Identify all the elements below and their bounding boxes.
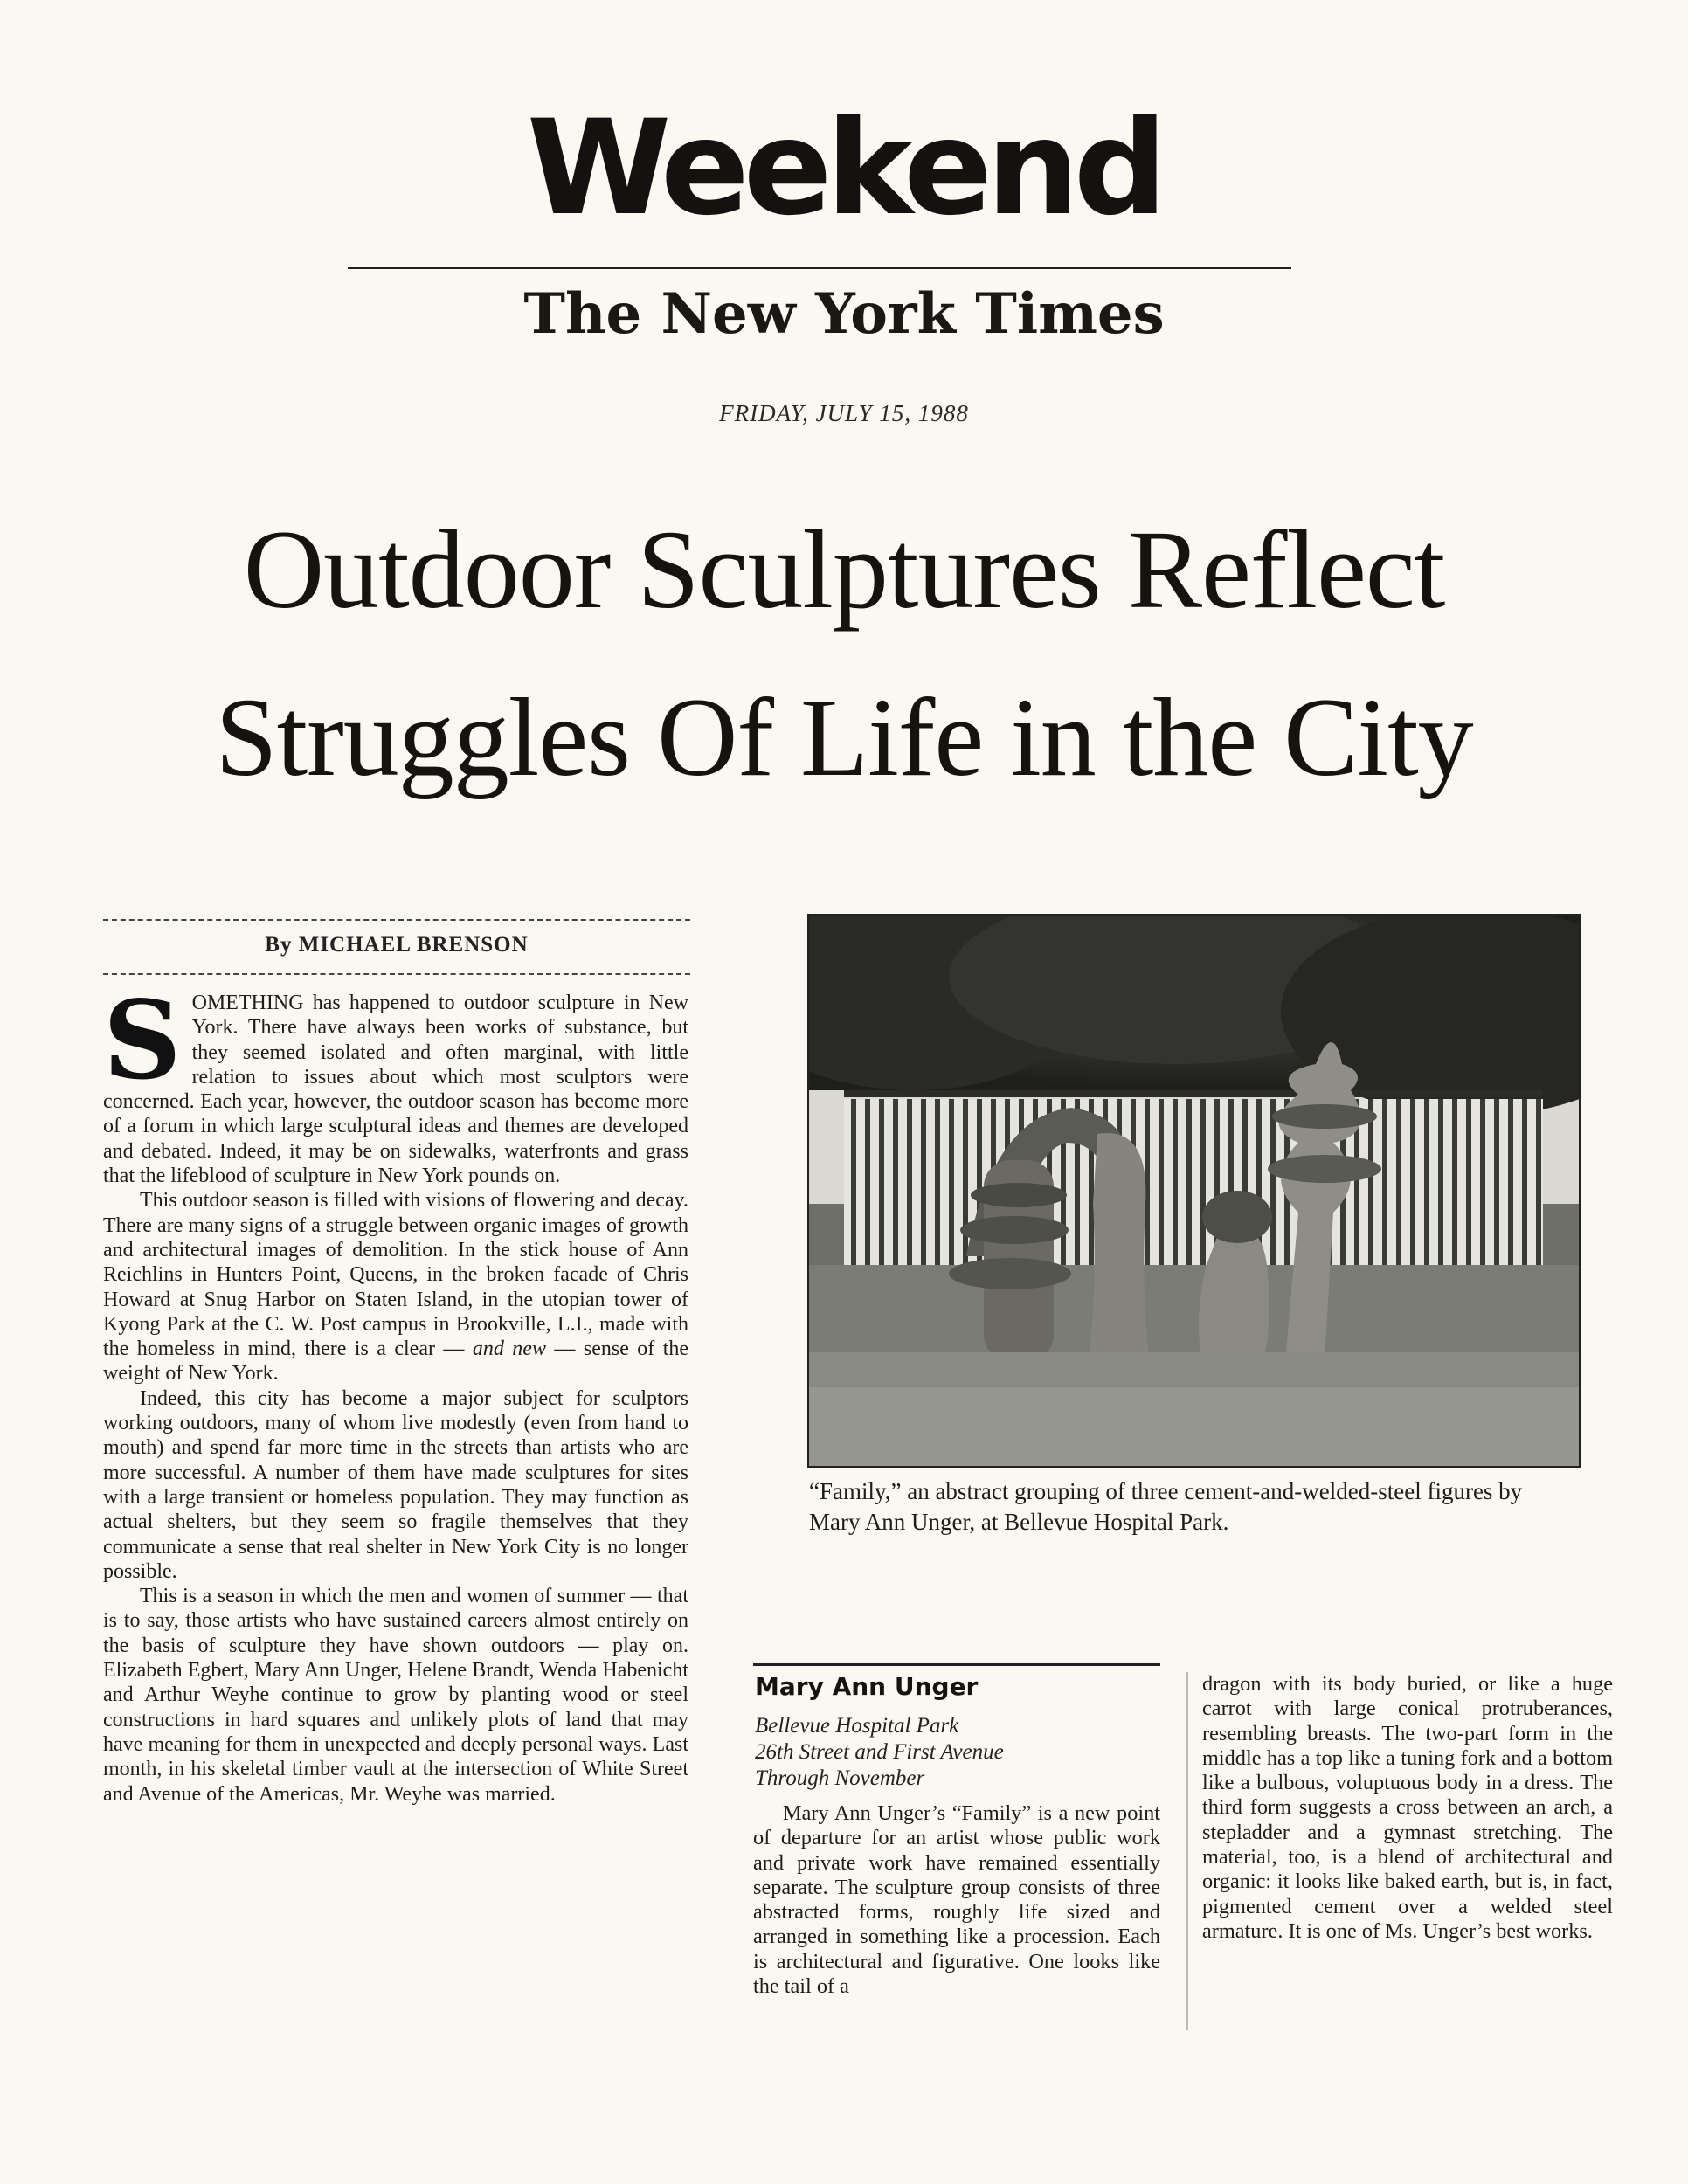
photo-illustration bbox=[809, 916, 1579, 1466]
paragraph-text: — sense of the weight of New York. bbox=[103, 1337, 689, 1386]
header-divider bbox=[348, 267, 1291, 269]
byline-rule-bottom bbox=[103, 973, 690, 975]
article-paragraph: This is a season in which the men and women of summer — that is to say, those artists who have sustained careers almost entirely on the basis of sculpture they have shown outdoors — play on. Elizabeth Egbert, Mary Ann Unger, Helene Brandt, Wenda Habenicht and Arthur Weyhe continue to grow by planting wood or steel constructions in hard squares and unlikely plots of land that may have meaning for them in unexpected and deeply personal ways. Last month, in his skeletal timber vault at the intersection of White Street and Avenue of the Americas, Mr. Weyhe was married. bbox=[103, 1585, 688, 1806]
headline-line-2: Struggles Of Life in the City bbox=[215, 675, 1473, 799]
sculpture-photo bbox=[807, 914, 1581, 1468]
review-column-2 bbox=[1202, 1672, 1613, 1944]
lead-text: OMETHING has happened to outdoor sculpture in New York. There have always been works of substance, but they seemed isolated and often marginal, with little relation to issues about which most sculptors were concerned. Each year, however, the outdoor season has become more of a forum in which large sculptural ideas and themes are developed and debated. Indeed, it may be on sidewalks, waterfronts and grass that the lifeblood of sculpture in New York pounds on. bbox=[103, 992, 688, 1188]
emphasis-text: and new bbox=[472, 1337, 546, 1361]
review-paragraph: Mary Ann Unger’s “Family” is a new point of departure for an artist whose public work and private work have remained essentially separate. The sculpture group consists of three abstracted forms, roughly life sized and arranged in something like a procession. Each is architectural and figurative. One looks like the tail of a bbox=[753, 1801, 1160, 1999]
article-paragraph bbox=[103, 1188, 688, 1386]
article-paragraph: Indeed, this city has become a major subject for sculptors working outdoors, many of whom live modestly (even from hand to mouth) and spend far more time in the streets than artists who are more successful. A number of them have made sculptures for sites with a large transient or homeless population. They may function as actual shelters, but they seem so fragile themselves that they communicate a sense that real shelter in New York City is no longer possible. bbox=[103, 1386, 688, 1583]
review-paragraph: dragon with its body buried, or like a huge carrot with large conical protruberances, resembling breasts. The two-part form in the middle has a top like a tuning fork and a bottom like a bulbous, voluptuous body in a dress. The third form suggests a cross between an arch, a stepladder and a gymnast stretching. The material, too, is a blend of architectural and organic: it looks like baked earth, but is, in fact, pigmented cement over a welded steel armature. It is one of Ms. Unger’s best works. bbox=[1202, 1672, 1613, 1943]
sidebar-rule bbox=[753, 1663, 1160, 1666]
byline-rule-top bbox=[103, 919, 690, 921]
drop-cap: S bbox=[103, 978, 182, 1104]
column-divider bbox=[1186, 1672, 1188, 2030]
byline: By MICHAEL BRENSON bbox=[265, 933, 529, 957]
review-column-1 bbox=[753, 1801, 1160, 1999]
article-paragraph bbox=[103, 978, 688, 1188]
exhibit-title: Mary Ann Unger bbox=[755, 1672, 979, 1701]
exhibit-venue: Bellevue Hospital Park bbox=[755, 1714, 959, 1738]
headline-line-1: Outdoor Sculptures Reflect bbox=[243, 508, 1445, 632]
section-title: Weekend bbox=[526, 93, 1162, 245]
dateline: FRIDAY, JULY 15, 1988 bbox=[719, 400, 969, 426]
exhibit-dates: Through November bbox=[755, 1766, 925, 1790]
article-body bbox=[103, 978, 689, 1807]
exhibit-address: 26th Street and First Avenue bbox=[755, 1740, 1004, 1764]
photo-caption: “Family,” an abstract grouping of three cement-and-welded-steel figures by Mary Ann Unger, at Bellevue Hospital Park. bbox=[809, 1478, 1523, 1535]
newspaper-masthead: The New York Times bbox=[523, 281, 1165, 347]
paragraph-text: This outdoor season is filled with visions of flowering and decay. There are many signs of a struggle between organic images of growth and architectural images of demolition. In the stick house of Ann Reichlins in Hunters Point, Queens, in the broken facade of Chris Howard at Snug Harbor on Staten Island, in the utopian tower of Kyong Park at the C. W. Post campus in Brookville, L.I., made with the homeless in mind, there is a clear — bbox=[103, 1189, 688, 1361]
